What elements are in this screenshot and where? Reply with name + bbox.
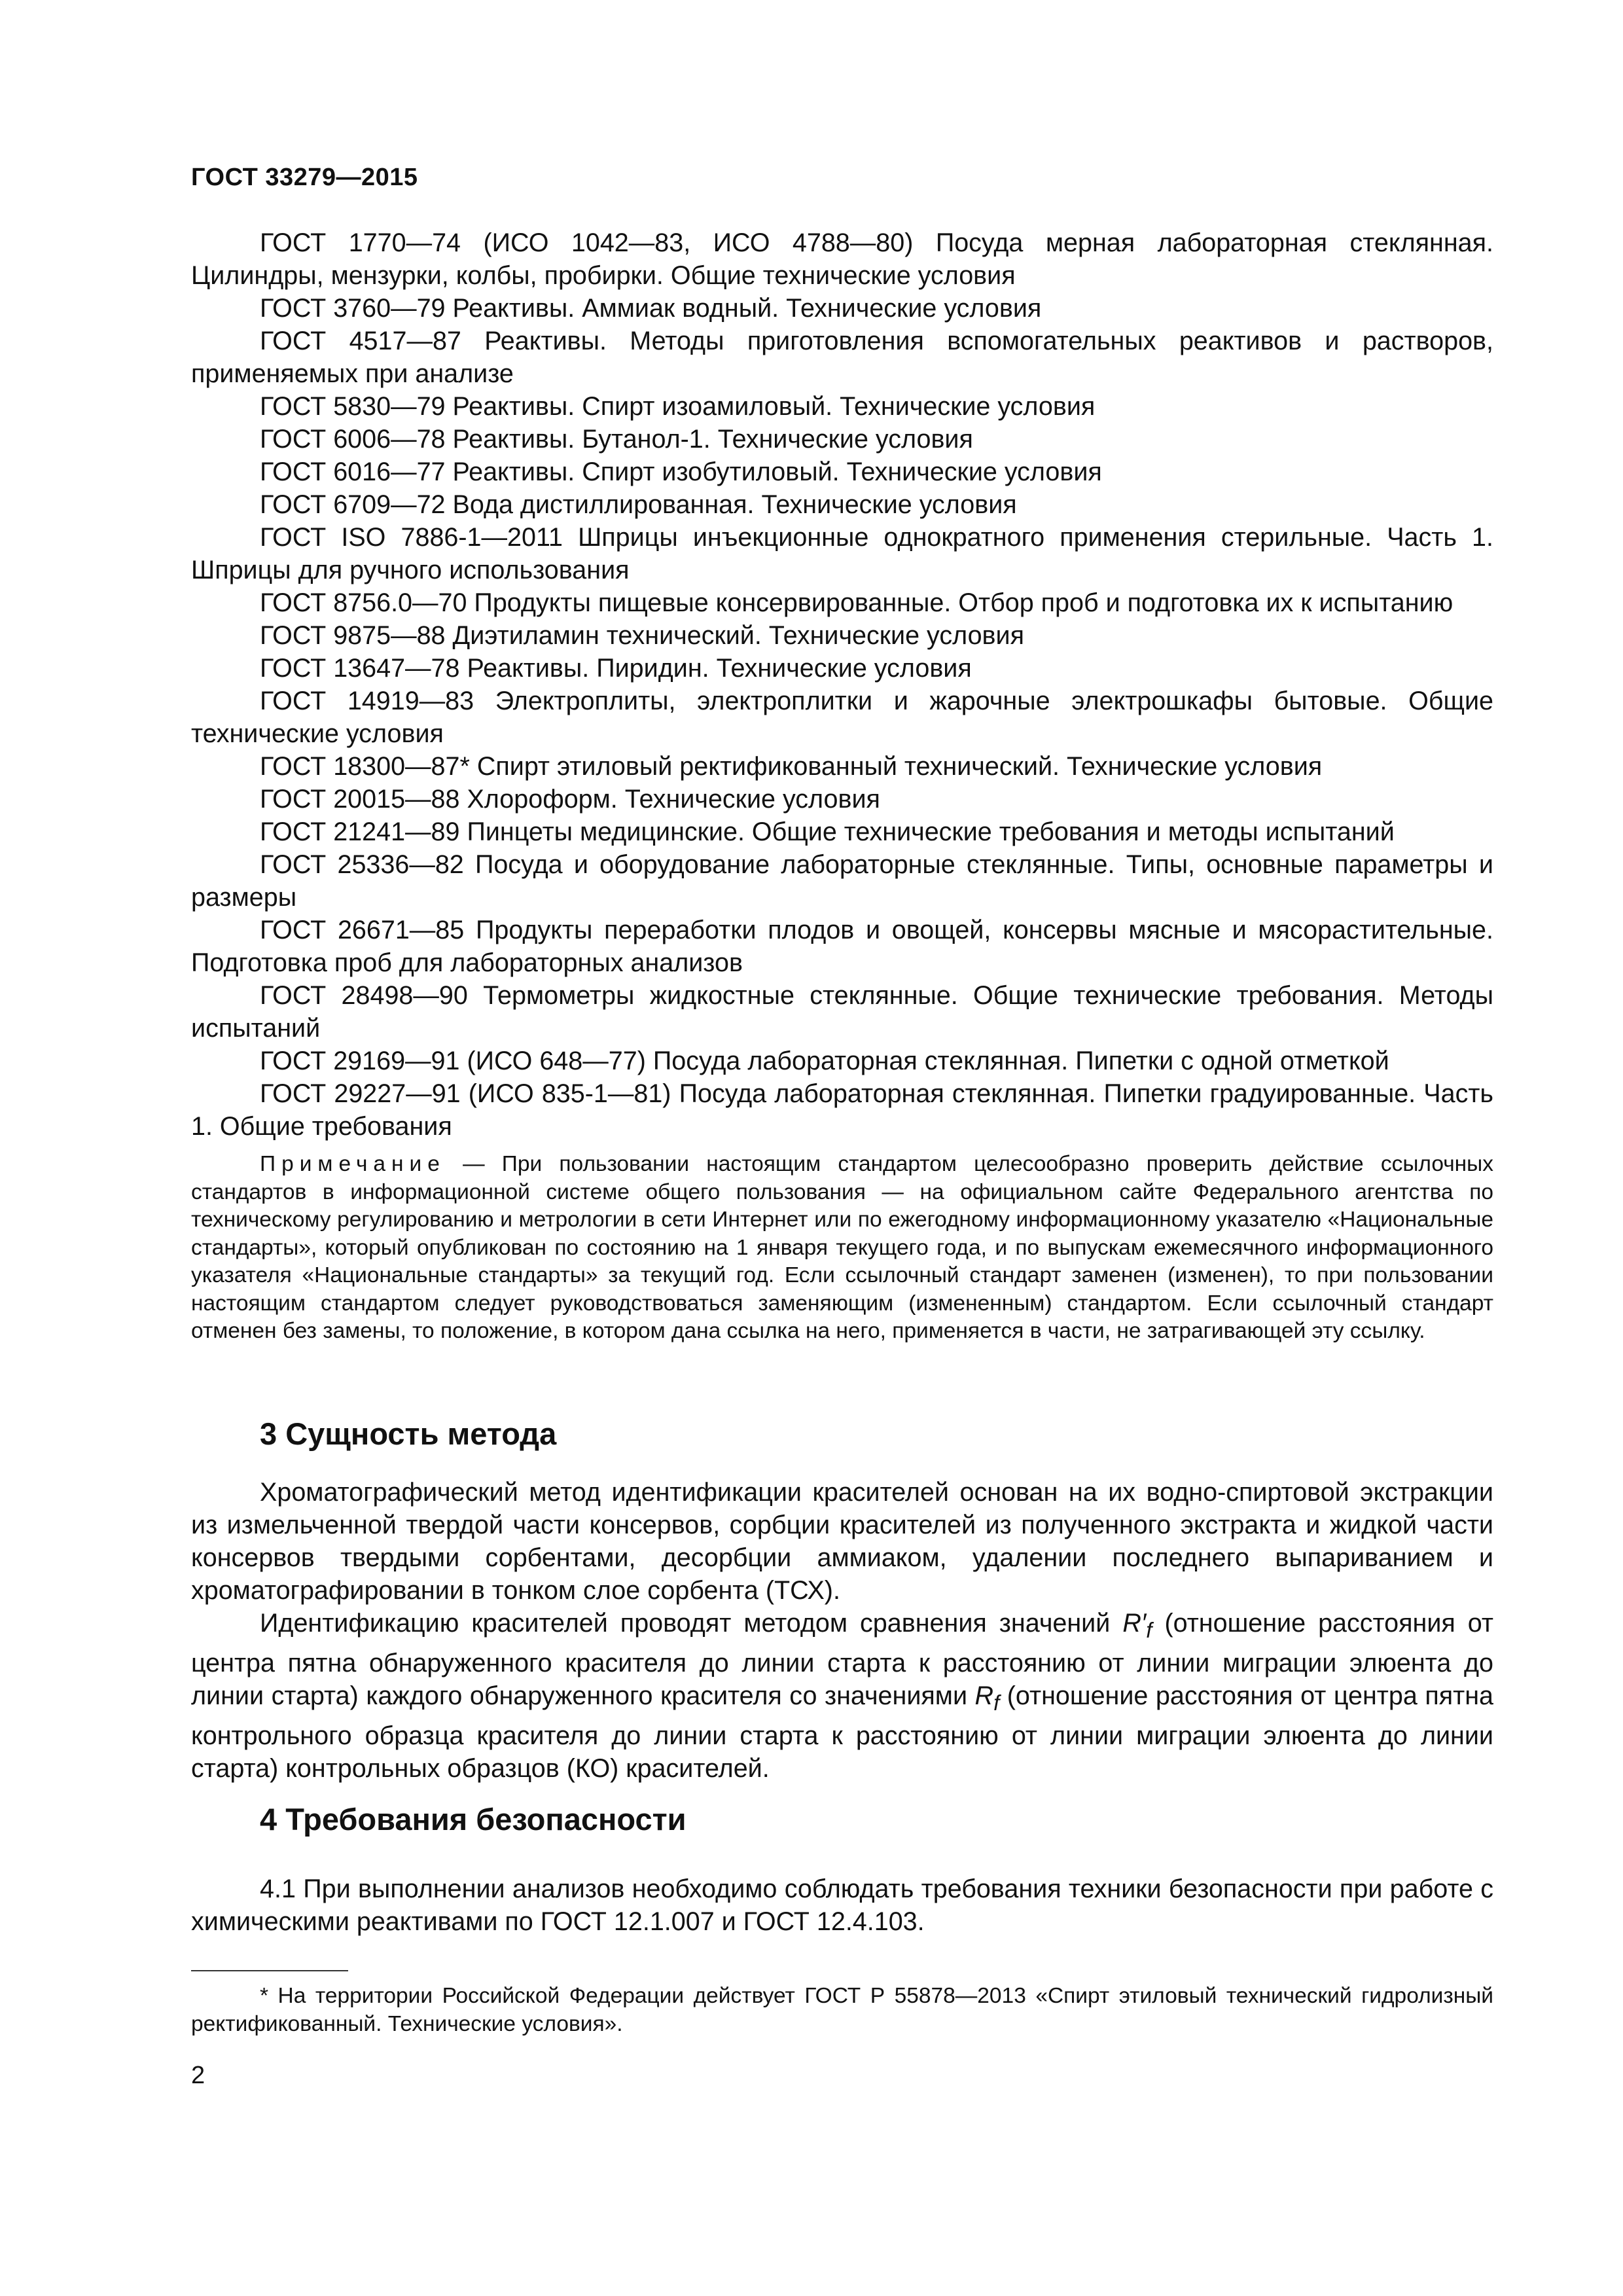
reference-item: ГОСТ 13647—78 Реактивы. Пиридин. Технические условия bbox=[260, 654, 972, 683]
reference-item: ГОСТ 18300—87* Спирт этиловый ректификованный технический. Технические условия bbox=[260, 752, 1323, 781]
section-3-body bbox=[191, 1476, 1493, 1785]
section-4-title: 4 Требования безопасности bbox=[260, 1802, 687, 1837]
footnote-separator bbox=[191, 1970, 348, 1971]
reference-item: ГОСТ 29227—91 (ИСО 835-1—81) Посуда лабораторная стеклянная. Пипетки градуированные. Часть 1. Общие требования bbox=[191, 1079, 1493, 1141]
para-text: (отношение расстояния от центра пятна обнаруженного красителя до линии старта к расстоянию от линии миграции элюента до линии старта) каждого обнаруженного красителя со значениями bbox=[191, 1609, 1493, 1710]
reference-item: ГОСТ 3760—79 Реактивы. Аммиак водный. Технические условия bbox=[260, 294, 1042, 323]
section-3-paragraph-2 bbox=[191, 1607, 1493, 1785]
rf-prime-symbol: $R'_f$ bbox=[1122, 1609, 1152, 1642]
page-header-standard-code: ГОСТ 33279—2015 bbox=[191, 164, 418, 191]
reference-item: ГОСТ 21241—89 Пинцеты медицинские. Общие технические требования и методы испытаний bbox=[260, 817, 1395, 846]
reference-item: ГОСТ 20015—88 Хлороформ. Технические условия bbox=[260, 785, 880, 814]
reference-item: ГОСТ 26671—85 Продукты переработки плодов и овощей, консервы мясные и мясорастительные. Подготовка проб для лабораторных анализов bbox=[191, 916, 1493, 977]
reference-item: ГОСТ 1770—74 (ИСО 1042—83, ИСО 4788—80) Посуда мерная лабораторная стеклянная. Цилиндры, мензурки, колбы, пробирки. Общие технические условия bbox=[191, 228, 1493, 290]
section-3-paragraph-1: Хроматографический метод идентификации красителей основан на их водно-спиртовой экстракции из измельченной твердой части консервов, сорбции красителей из полученного экстракта и жидкой части консервов твердыми сорбентами, десорбции аммиаком, удалении последнего выпариванием и хроматографировании в тонком слое сорбента (ТСХ). bbox=[191, 1478, 1493, 1605]
reference-item: ГОСТ 28498—90 Термометры жидкостные стеклянные. Общие технические требования. Методы испытаний bbox=[191, 981, 1493, 1043]
reference-item: ГОСТ 6016—77 Реактивы. Спирт изобутиловый. Технические условия bbox=[260, 457, 1102, 486]
footnote: * На территории Российской Федерации действует ГОСТ Р 55878—2013 «Спирт этиловый технический гидролизный ректификованный. Технические условия». bbox=[191, 1984, 1493, 2036]
rf-symbol: $R_f$ bbox=[974, 1681, 1000, 1715]
reference-item: ГОСТ 4517—87 Реактивы. Методы приготовления вспомогательных реактивов и растворов, применяемых при анализе bbox=[191, 327, 1493, 388]
reference-item: ГОСТ 29169—91 (ИСО 648—77) Посуда лабораторная стеклянная. Пипетки с одной отметкой bbox=[260, 1047, 1389, 1075]
section-4-paragraph-1: 4.1 При выполнении анализов необходимо соблюдать требования техники безопасности при работе с химическими реактивами по ГОСТ 12.1.007 и ГОСТ 12.4.103. bbox=[191, 1874, 1493, 1936]
reference-item: ГОСТ 14919—83 Электроплиты, электроплитки и жарочные электрошкафы бытовые. Общие технические условия bbox=[191, 687, 1493, 748]
normative-references-list bbox=[191, 226, 1493, 1143]
note-text: — При пользовании настоящим стандартом целесообразно проверить действие ссылочных стандартов в информационной системе общего пользования — на официальном сайте Федерального агентства по техническому регулированию и метрологии в сети Интернет или по ежегодному информационному указателю «Национальные стандарты», который опубликован по состоянию на 1 января текущего года, и по выпускам ежемесячного информационного указателя «Национальные стандарты» за текущий год. Если ссылочный стандарт заменен (изменен), то при пользовании настоящим стандартом следует руководствоваться заменяющим (измененным) стандартом. Если ссылочный стандарт отменен без замены, то положение, в котором дана ссылка на него, применяется в части, не затрагивающей эту ссылку. bbox=[191, 1152, 1493, 1343]
reference-item: ГОСТ 5830—79 Реактивы. Спирт изоамиловый. Технические условия bbox=[260, 392, 1096, 421]
reference-item: ГОСТ ISO 7886-1—2011 Шприцы инъекционные однократного применения стерильные. Часть 1. Шприцы для ручного использования bbox=[191, 523, 1493, 584]
note-label: Примечание bbox=[260, 1152, 446, 1176]
para-text: (отношение расстояния от центра пятна контрольного образца красителя до линии старта к расстоянию от линии миграции элюента до линии старта) контрольных образцов (КО) красителей. bbox=[191, 1681, 1493, 1783]
note-paragraph bbox=[191, 1151, 1493, 1346]
reference-item: ГОСТ 25336—82 Посуда и оборудование лабораторные стеклянные. Типы, основные параметры и размеры bbox=[191, 850, 1493, 912]
reference-item: ГОСТ 8756.0—70 Продукты пищевые консервированные. Отбор проб и подготовка их к испытанию bbox=[260, 588, 1454, 617]
section-4-body bbox=[191, 1873, 1493, 1938]
page-number: 2 bbox=[191, 2062, 205, 2089]
para-text: Идентификацию красителей проводят методом сравнения значений bbox=[260, 1609, 1111, 1638]
section-3-title: 3 Сущность метода bbox=[260, 1416, 557, 1451]
reference-item: ГОСТ 6709—72 Вода дистиллированная. Технические условия bbox=[260, 490, 1017, 519]
reference-item: ГОСТ 9875—88 Диэтиламин технический. Технические условия bbox=[260, 621, 1024, 650]
reference-item: ГОСТ 6006—78 Реактивы. Бутанол-1. Технические условия bbox=[260, 425, 973, 454]
